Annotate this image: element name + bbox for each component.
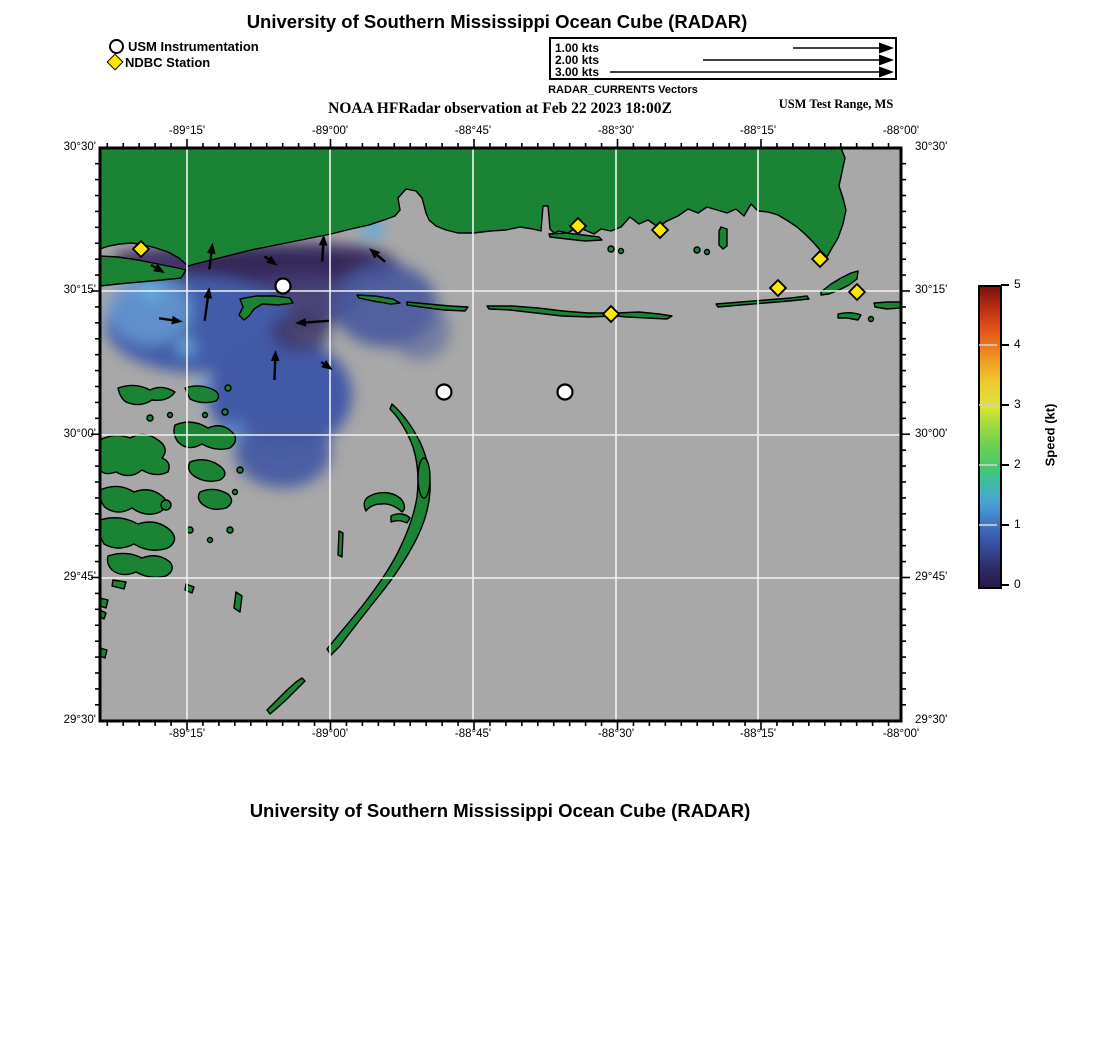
vector-scale-arrows xyxy=(551,39,895,78)
y-axis-label-left: 29°30' xyxy=(63,714,96,726)
test-range-annotation: USM Test Range, MS xyxy=(778,97,894,111)
ndbc-station-icon xyxy=(107,54,124,71)
y-axis-label-right: 29°30' xyxy=(915,714,948,726)
vector-scale-caption: RADAR_CURRENTS Vectors xyxy=(548,84,698,96)
y-axis-label-left: 30°30' xyxy=(63,141,96,153)
x-axis-label-top: -88°00' xyxy=(882,125,920,137)
map-canvas xyxy=(88,136,913,733)
x-axis-label-bottom: -89°15' xyxy=(168,728,206,740)
colorbar-grid-line xyxy=(979,524,997,526)
colorbar-grid-line xyxy=(979,464,997,466)
x-axis-label-top: -89°00' xyxy=(311,125,349,137)
page-title: University of Southern Mississippi Ocean Cube (RADAR) xyxy=(246,11,748,32)
x-axis-label-bottom: -88°30' xyxy=(597,728,635,740)
legend-ndbc-label: NDBC Station xyxy=(125,54,211,70)
colorbar-tick-label: 0 xyxy=(1014,577,1021,591)
x-axis-label-top: -88°30' xyxy=(597,125,635,137)
usm-instrumentation-marker xyxy=(558,385,573,400)
x-axis-label-bottom: -88°15' xyxy=(739,728,777,740)
colorbar-tick-label: 5 xyxy=(1014,277,1021,291)
y-axis-label-left: 30°15' xyxy=(63,284,96,296)
legend-usm-label: USM Instrumentation xyxy=(128,38,259,54)
legend-row-ndbc xyxy=(109,54,210,70)
colorbar-tick xyxy=(1001,344,1009,346)
vector-scale-label-2: 2.00 kts xyxy=(555,53,600,67)
vector-scale-box xyxy=(549,37,897,80)
y-axis-label-left: 29°45' xyxy=(63,571,96,583)
x-axis-label-bottom: -88°00' xyxy=(882,728,920,740)
speed-colorbar xyxy=(978,285,1002,589)
colorbar-tick-label: 3 xyxy=(1014,397,1021,411)
colorbar-axis-label: Speed (kt) xyxy=(1042,403,1058,467)
legend-row-usm xyxy=(109,38,259,54)
colorbar-tick xyxy=(1001,284,1009,286)
colorbar-tick-label: 1 xyxy=(1014,517,1021,531)
vector-scale-label-1: 1.00 kts xyxy=(555,41,600,55)
y-axis-label-right: 30°30' xyxy=(915,141,948,153)
x-axis-label-top: -88°15' xyxy=(739,125,777,137)
colorbar-tick xyxy=(1001,584,1009,586)
round-island xyxy=(719,227,727,249)
y-axis-label-right: 30°15' xyxy=(915,284,948,296)
x-axis-label-top: -88°45' xyxy=(454,125,492,137)
observation-subtitle: NOAA HFRadar observation at Feb 22 2023 18:00Z xyxy=(328,100,672,117)
colorbar-tick-label: 4 xyxy=(1014,337,1021,351)
y-axis-label-right: 30°00' xyxy=(915,428,948,440)
usm-instrumentation-marker xyxy=(276,279,291,294)
usm-instrumentation-marker xyxy=(437,385,452,400)
vector-scale-label-3: 3.00 kts xyxy=(555,65,600,79)
colorbar-grid-line xyxy=(979,344,997,346)
colorbar-tick xyxy=(1001,404,1009,406)
colorbar-tick-label: 2 xyxy=(1014,457,1021,471)
bottom-title: University of Southern Mississippi Ocean Cube (RADAR) xyxy=(249,800,751,821)
x-axis-label-bottom: -88°45' xyxy=(454,728,492,740)
y-axis-label-right: 29°45' xyxy=(915,571,948,583)
x-axis-label-bottom: -89°00' xyxy=(311,728,349,740)
y-axis-label-left: 30°00' xyxy=(63,428,96,440)
x-axis-label-top: -89°15' xyxy=(168,125,206,137)
colorbar-tick xyxy=(1001,524,1009,526)
colorbar-tick xyxy=(1001,464,1009,466)
usm-instrumentation-icon xyxy=(109,39,124,54)
colorbar-grid-line xyxy=(979,404,997,406)
